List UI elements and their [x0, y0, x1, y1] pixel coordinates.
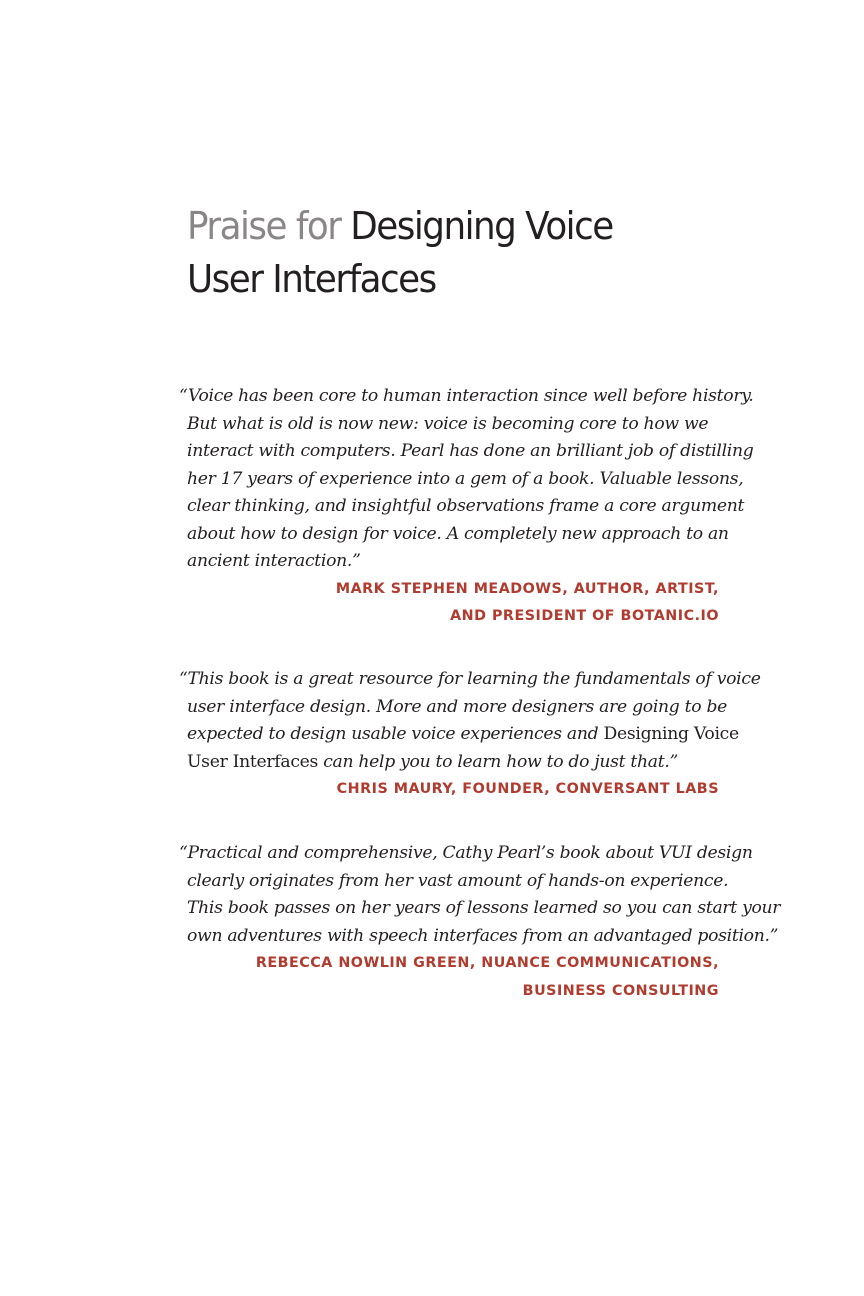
quote-line: ancient interaction.”: [187, 551, 361, 571]
quote-line: interact with computers. Pearl has done an brilliant job of distilling: [187, 441, 754, 461]
quote-text: [179, 840, 781, 950]
book-title-fragment: User Interfaces: [187, 751, 319, 772]
quote-line: clearly originates from her vast amount of hands-on experience.: [187, 870, 729, 891]
attribution-line: CHRIS MAURY, FOUNDER, CONVERSANT LABS: [336, 781, 719, 797]
quote-line: her 17 years of experience into a gem of a book. Valuable lessons,: [187, 468, 744, 489]
quote-line: [179, 721, 749, 749]
quote-fragment: can help you to learn how to do just that.”: [318, 751, 678, 772]
attribution-line: BUSINESS CONSULTING: [522, 982, 719, 999]
quote-line: [179, 749, 749, 777]
quote-text: [179, 666, 761, 776]
page-heading: [187, 200, 613, 306]
quote-line: “Practical and comprehensive, Cathy Pearl’s book about VUI design: [179, 843, 753, 863]
heading-title-line2: User Interfaces: [187, 257, 436, 301]
quote-line: This book passes on her years of lessons learned so you can start your: [187, 898, 781, 918]
heading-lead: Praise for: [187, 204, 351, 248]
quote-line: “Voice has been core to human interaction since well before history.: [179, 386, 754, 406]
quote-line: user interface design. More and more designers are going to be: [187, 696, 728, 717]
attribution-line: REBECCA NOWLIN GREEN, NUANCE COMMUNICATIONS,: [255, 955, 719, 971]
quote-text: [179, 383, 754, 576]
quote-fragment: expected to design usable voice experiences and: [187, 724, 604, 744]
attribution-line: MARK STEPHEN MEADOWS, AUTHOR, ARTIST,: [335, 580, 719, 597]
praise-quote-2: [179, 666, 761, 804]
quote-attribution: [179, 950, 749, 1005]
attribution-line: AND PRESIDENT OF BOTANIC.IO: [450, 608, 719, 624]
quote-line: “This book is a great resource for learning the fundamentals of voice: [179, 669, 761, 689]
quote-attribution: [179, 576, 749, 631]
quote-attribution: [179, 776, 749, 804]
quote-line: about how to design for voice. A completely new approach to an: [187, 523, 729, 544]
praise-quote-3: [179, 840, 781, 1005]
praise-quote-1: [179, 383, 754, 631]
quote-line: clear thinking, and insightful observations frame a core argument: [187, 496, 745, 516]
book-title-fragment: Designing Voice: [603, 724, 739, 744]
quote-line: own adventures with speech interfaces from an advantaged position.”: [187, 925, 779, 946]
heading-title-line1: Designing Voice: [350, 204, 613, 248]
quote-line: But what is old is now new: voice is becoming core to how we: [187, 413, 709, 434]
